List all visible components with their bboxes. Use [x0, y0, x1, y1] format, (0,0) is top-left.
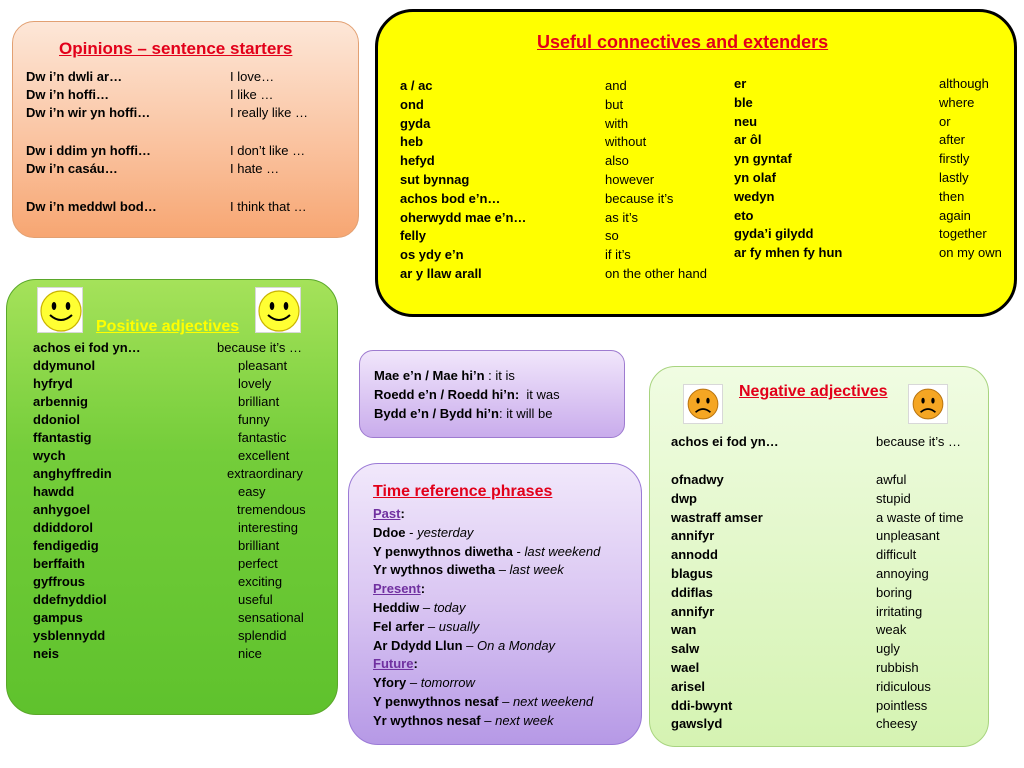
list-item: annifyr: [671, 528, 715, 544]
english-phrase: today: [433, 600, 466, 615]
list-item: [373, 561, 564, 579]
list-item: felly: [400, 228, 427, 244]
welsh-phrase: Y penwythnos diwetha: [373, 543, 513, 559]
list-item: [373, 712, 554, 730]
list-item: [373, 524, 473, 542]
list-item: brilliant: [238, 394, 280, 409]
list-item: eto: [734, 207, 754, 223]
list-item: I love…: [230, 69, 275, 84]
list-item: ysblennydd: [33, 628, 106, 643]
list-item: perfect: [238, 556, 278, 571]
list-item: hyfryd: [33, 376, 73, 391]
list-item: as it’s: [605, 209, 638, 225]
list-item: gyda’i gilydd: [734, 226, 814, 242]
list-item: easy: [238, 484, 266, 499]
future-label: Future: [373, 656, 414, 672]
english-phrase: last week: [509, 562, 564, 578]
list-item: gyda: [400, 115, 431, 131]
positive-adjectives-panel: [6, 279, 338, 715]
welsh-phrase: Ddoe: [373, 524, 406, 540]
english-phrase: next weekend: [512, 694, 594, 709]
list-item: weak: [876, 622, 907, 638]
list-item: wan: [671, 622, 697, 638]
opinions-panel: [12, 21, 359, 238]
list-item: [374, 405, 552, 423]
list-item: os ydy e’n: [400, 247, 464, 263]
list-item: I hate …: [230, 161, 280, 176]
list-item: I don’t like …: [230, 143, 306, 158]
list-item: tremendous: [237, 502, 306, 517]
list-item: annoying: [876, 566, 929, 581]
list-item: ffantastig: [33, 430, 92, 445]
list-item: useful: [238, 592, 273, 607]
list-item: I think that …: [230, 199, 307, 214]
list-item: wedyn: [734, 188, 775, 204]
list-item: gampus: [33, 610, 83, 625]
list-item: because it’s: [605, 190, 674, 206]
list-item: or: [939, 113, 951, 129]
list-item: er: [734, 76, 747, 91]
dash: -: [405, 524, 418, 540]
separator: :: [484, 368, 496, 383]
time-reference-panel: [348, 463, 642, 745]
negative-header-welsh: achos ei fod yn…: [671, 434, 779, 449]
list-item: however: [605, 172, 655, 187]
happy-face-icon: [255, 287, 301, 333]
list-item: unpleasant: [876, 528, 940, 544]
list-item: Dw i’n wir yn hoffi…: [26, 105, 151, 120]
sad-face-icon: [683, 384, 723, 424]
english-phrase: next week: [495, 712, 554, 728]
list-item: stupid: [876, 490, 911, 506]
list-item: ddymunol: [33, 358, 96, 373]
colon: :: [420, 581, 426, 597]
english-phrase: usually: [438, 618, 480, 634]
list-item: Dw i’n hoffi…: [26, 87, 110, 102]
list-item: sut bynnag: [400, 172, 470, 187]
list-item: fendigedig: [33, 538, 99, 553]
sad-face-icon: [908, 384, 948, 424]
list-item: Dw i’n meddwl bod…: [26, 199, 157, 214]
connectives-title: Useful connectives and extenders: [537, 32, 829, 52]
welsh-phrase: Bydd e’n / Bydd hi’n: [374, 406, 499, 421]
list-item: Dw i’n casáu…: [26, 161, 118, 176]
list-item: ddefnyddiol: [33, 592, 107, 607]
list-item: wych: [33, 448, 66, 463]
english-phrase: yesterday: [417, 524, 474, 540]
english-phrase: it will be: [506, 406, 553, 421]
section-label: [373, 655, 418, 673]
list-item: salw: [671, 641, 700, 657]
list-item: boring: [876, 584, 913, 600]
dash: –: [462, 637, 478, 653]
list-item: heb: [400, 134, 424, 150]
list-item: although: [939, 76, 989, 91]
dash: -: [512, 543, 525, 559]
english-phrase: it is: [495, 368, 515, 383]
welsh-phrase: Yr wythnos diwetha: [373, 562, 496, 578]
list-item: neu: [734, 113, 758, 129]
list-item: firstly: [939, 151, 970, 167]
tense-verbs-panel: [359, 350, 625, 438]
positive-title: Positive adjectives: [96, 318, 240, 335]
list-item: ugly: [876, 641, 900, 657]
dash: –: [419, 600, 434, 615]
section-label: [373, 580, 425, 598]
list-item: I really like …: [230, 105, 309, 120]
list-item: on the other hand: [605, 266, 707, 281]
list-item: ddi-bwynt: [671, 697, 733, 713]
list-item: on my own: [939, 245, 1002, 261]
colon: :: [400, 506, 405, 521]
list-item: together: [939, 226, 987, 242]
list-item: oherwydd mae e’n…: [400, 209, 527, 225]
welsh-phrase: Ar Ddydd Llun: [373, 637, 463, 653]
list-item: arbennig: [33, 394, 88, 409]
list-item: yn olaf: [734, 170, 776, 185]
list-item: [374, 386, 560, 404]
past-label: Past: [373, 506, 401, 521]
time-title: Time reference phrases: [373, 483, 553, 500]
list-item: Dw i’n dwli ar…: [26, 69, 123, 84]
list-item: anghyffredin: [33, 466, 112, 481]
list-item: after: [939, 132, 966, 148]
happy-face-icon: [37, 287, 83, 333]
list-item: if it’s: [605, 247, 631, 263]
list-item: irritating: [876, 603, 923, 619]
list-item: exciting: [238, 574, 283, 589]
list-item: brilliant: [238, 538, 280, 553]
connectives-panel: [375, 9, 1017, 317]
list-item: excellent: [238, 448, 290, 463]
list-item: [373, 618, 479, 636]
english-phrase: On a Monday: [477, 637, 556, 653]
negative-adjectives-panel: [649, 366, 989, 747]
list-item: neis: [33, 646, 60, 661]
colon: :: [413, 656, 418, 672]
present-label: Present: [373, 581, 421, 597]
english-phrase: last weekend: [524, 543, 601, 559]
dash: –: [480, 712, 496, 728]
list-item: cheesy: [876, 716, 918, 732]
negative-header-english: because it’s …: [876, 434, 962, 449]
list-item: [373, 637, 555, 655]
dash: –: [424, 618, 439, 634]
list-item: anhygoel: [33, 502, 91, 517]
list-item: dwp: [671, 490, 697, 506]
list-item: I like …: [230, 87, 274, 102]
list-item: [373, 674, 475, 692]
list-item: a / ac: [400, 78, 433, 93]
list-item: so: [605, 228, 619, 244]
list-item: a waste of time: [876, 509, 964, 525]
list-item: gawslyd: [671, 716, 723, 732]
list-item: wael: [671, 660, 700, 675]
positive-header-english: because it’s …: [217, 340, 303, 355]
opinions-title: Opinions – sentence starters: [59, 39, 293, 58]
list-item: ddoniol: [33, 412, 80, 427]
list-item: ddiflas: [671, 584, 713, 600]
negative-title: Negative adjectives: [739, 383, 888, 400]
positive-header-welsh: achos ei fod yn…: [33, 340, 141, 355]
list-item: difficult: [876, 547, 917, 563]
list-item: then: [939, 188, 965, 204]
list-item: funny: [238, 412, 270, 427]
list-item: lovely: [238, 376, 272, 391]
welsh-phrase: Yfory: [373, 675, 407, 691]
welsh-phrase: Heddiw: [373, 600, 420, 615]
welsh-phrase: Roedd e’n / Roedd hi’n:: [374, 387, 520, 402]
welsh-phrase: Yr wythnos nesaf: [373, 712, 481, 728]
list-item: awful: [876, 472, 907, 487]
list-item: pleasant: [238, 358, 288, 373]
welsh-phrase: Mae e’n / Mae hi’n: [374, 368, 485, 383]
list-item: but: [605, 96, 624, 112]
welsh-phrase: Fel arfer: [373, 618, 425, 634]
dash: –: [406, 675, 421, 691]
list-item: ar fy mhen fy hun: [734, 245, 843, 261]
list-item: nice: [238, 646, 262, 661]
english-phrase: tomorrow: [420, 675, 475, 691]
list-item: with: [605, 115, 629, 131]
list-item: blagus: [671, 566, 713, 581]
list-item: also: [605, 153, 629, 169]
list-item: yn gyntaf: [734, 151, 792, 167]
list-item: Dw i ddim yn hoffi…: [26, 143, 151, 158]
list-item: achos bod e’n…: [400, 190, 501, 206]
list-item: arisel: [671, 678, 705, 694]
list-item: [373, 543, 600, 561]
list-item: hefyd: [400, 153, 435, 169]
english-phrase: it was: [526, 387, 560, 402]
list-item: where: [939, 94, 975, 110]
list-item: extraordinary: [227, 466, 303, 481]
list-item: annodd: [671, 547, 718, 563]
welsh-phrase: Y penwythnos nesaf: [373, 694, 499, 709]
list-item: ble: [734, 94, 753, 110]
separator: :: [498, 406, 507, 421]
list-item: without: [605, 134, 647, 150]
list-item: ddiddorol: [33, 520, 93, 535]
list-item: hawdd: [33, 484, 75, 499]
list-item: [373, 693, 593, 711]
list-item: annifyr: [671, 603, 715, 619]
list-item: berffaith: [33, 556, 85, 571]
list-item: again: [939, 207, 971, 223]
list-item: ar y llaw arall: [400, 266, 482, 281]
list-item: ond: [400, 96, 424, 112]
list-item: and: [605, 78, 627, 93]
list-item: splendid: [238, 628, 287, 643]
list-item: wastraff amser: [671, 509, 763, 525]
list-item: ar ôl: [734, 132, 762, 148]
list-item: interesting: [238, 520, 298, 535]
dash: –: [498, 694, 513, 709]
list-item: rubbish: [876, 660, 919, 675]
list-item: fantastic: [238, 430, 287, 445]
list-item: ofnadwy: [671, 472, 724, 487]
dash: –: [495, 562, 510, 578]
list-item: [374, 367, 515, 385]
section-label: [373, 505, 405, 523]
list-item: [373, 599, 466, 617]
list-item: lastly: [939, 170, 969, 185]
list-item: gyffrous: [33, 574, 85, 589]
list-item: pointless: [876, 697, 928, 713]
list-item: sensational: [238, 610, 304, 625]
list-item: ridiculous: [876, 678, 931, 694]
